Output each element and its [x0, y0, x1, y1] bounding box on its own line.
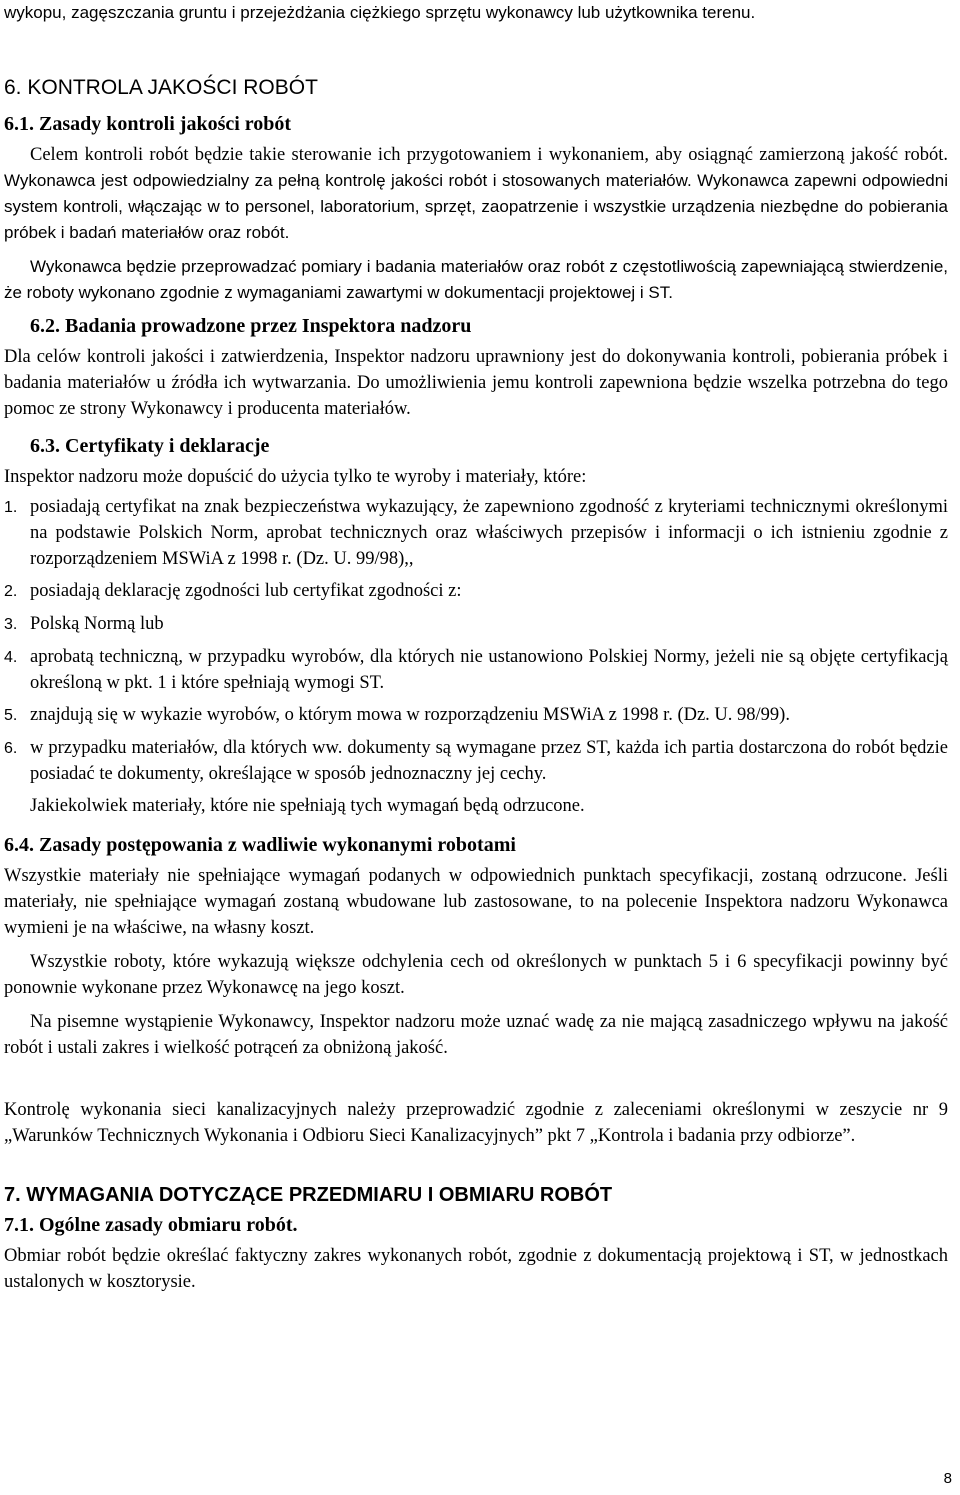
list-item-number: 4. — [4, 649, 18, 666]
list-item — [4, 735, 948, 787]
section-6-2-title: 6.2. Badania prowadzone przez Inspektora nadzoru — [30, 315, 472, 337]
paragraph-7-1: Obmiar robót będzie określać faktyczny zakres wykonanych robót, zgodnie z dokumentacją projektową i ST, w jednostkach ustalonych w kosztorysie. — [4, 1246, 948, 1292]
list-item-number: 2. — [4, 583, 18, 600]
list-item — [4, 644, 948, 696]
list-item-text: posiadają certyfikat na znak bezpieczeństwa wykazujący, że zapewniono zgodność z kryteriami technicznymi określonymi na podstawie Polskich Norm, aprobat technicznych oraz właściwych przepisów i informacji o ich istnieniu zgodnie z rozporządzeniem MSWiA z 1998 r. (Dz. U. 99/98),, — [30, 497, 948, 569]
list-item-number: 1. — [4, 499, 18, 516]
paragraph-6-1-a-serif: Celem kontroli robót będzie takie sterowanie ich przygotowaniem i wykonaniem, aby osiągnąć zamierzoną jakość robót. — [30, 145, 948, 165]
paragraph-6-3-intro: Inspektor nadzoru może dopuścić do użycia tylko te wyroby i materiały, które: — [4, 467, 587, 487]
paragraph-6-1-b: Wykonawca będzie przeprowadzać pomiary i badania materiałów oraz robót z częstotliwością zapewniającą stwierdzenie, że roboty wykonano zgodnie z wymaganiami zawartymi w dokumentacji projektowej i ST. — [4, 257, 948, 302]
list-item-text: znajdują się w wykazie wyrobów, o którym mowa w rozporządzeniu MSWiA z 1998 r. (Dz. U. 98/99). — [30, 705, 790, 725]
list-item-number: 3. — [4, 616, 18, 633]
paragraph-sewer-inspection: Kontrolę wykonania sieci kanalizacyjnych należy przeprowadzić zgodnie z zaleceniami określonymi w zeszycie nr 9 „Warunków Technicznych Wykonania i Odbioru Sieci Kanalizacyjnych” pkt 7 „Kontrola i badania przy odbiorze”. — [4, 1100, 948, 1146]
list-item-text: aprobatą techniczną, w przypadku wyrobów, dla których nie ustanowiono Polskiej Normy, jeżeli nie są objęte certyfikacją określoną w pkt. 1 i które spełniają wymogi ST. — [30, 647, 948, 693]
section-6-3-title: 6.3. Certyfikaty i deklaracje — [30, 435, 270, 457]
document-page — [4, 0, 948, 1295]
paragraph-6-4-b: Wszystkie roboty, które wykazują większe odchylenia cech od określonych w punktach 5 i 6 specyfikacji powinny być ponownie wykonane przez Wykonawcę na jego koszt. — [4, 952, 948, 998]
intro-line: wykopu, zagęszczania gruntu i przejeżdżania ciężkiego sprzętu wykonawcy lub użytkownika terenu. — [4, 3, 756, 22]
list-item-number: 5. — [4, 707, 18, 724]
paragraph-6-4-a: Wszystkie materiały nie spełniające wymagań podanych w odpowiednich punktach specyfikacji, zostaną odrzucone. Jeśli materiały, nie spełniające wymagań zostaną wbudowane lub zastosowane, to na polecenie Inspektora nadzoru Wykonawca wymieni je na właściwe, na własny koszt. — [4, 866, 948, 938]
list-item-text: posiadają deklarację zgodności lub certyfikat zgodności z: — [30, 581, 462, 601]
section-7-title-text: 7. WYMAGANIA DOTYCZĄCE PRZEDMIARU I OBMIARU ROBÓT — [4, 1184, 613, 1206]
paragraph-6-4-c: Na pisemne wystąpienie Wykonawcy, Inspektor nadzoru może uznać wadę za nie mającą zasadniczego wpływu na jakość robót i ustali zakres i wielkość potrąceń za obniżoną jakość. — [4, 1012, 948, 1058]
paragraph-6-2: Dla celów kontroli jakości i zatwierdzenia, Inspektor nadzoru uprawniony jest do dokonywania kontroli, pobierania próbek i badania materiałów u źródła ich wytwarzania. Do umożliwienia jemu kontroli zapewniona będzie wszelka potrzebna do tego pomoc ze strony Wykonawcy i producenta materiałów. — [4, 347, 948, 419]
page-number: 8 — [943, 1470, 952, 1487]
list-item — [4, 702, 948, 729]
list-item — [4, 578, 948, 605]
list-item — [4, 494, 948, 572]
paragraph-6-1-a-sans: Wykonawca jest odpowiedzialny za pełną kontrolę jakości robót i stosowanych materiałów. Wykonawca zapewni odpowiedni system kontroli, włączając w to personel, laboratorium, sprzęt, zaopatrzenie i wszystkie urządzenia niezbędne do pobierania próbek i badań materiałów oraz robót. — [4, 171, 948, 242]
certificate-list — [4, 494, 948, 787]
list-item-number: 6. — [4, 740, 18, 757]
section-6-4-title: 6.4. Zasady postępowania z wadliwie wykonanymi robotami — [4, 834, 516, 856]
paragraph-6-3-rejected: Jakiekolwiek materiały, które nie spełniają tych wymagań będą odrzucone. — [30, 796, 585, 816]
paragraph-6-1-a — [4, 142, 948, 246]
list-item-text: Polską Normą lub — [30, 614, 164, 634]
section-6-title: 6. KONTROLA JAKOŚCI ROBÓT — [4, 76, 318, 99]
list-item — [4, 611, 948, 638]
section-6-1-title: 6.1. Zasady kontroli jakości robót — [4, 113, 292, 135]
section-7-1-title: 7.1. Ogólne zasady obmiaru robót. — [4, 1214, 298, 1236]
list-item-text: w przypadku materiałów, dla których ww. dokumenty są wymagane przez ST, każda ich partia dostarczona do robót będzie posiadać te dokumenty, określające w sposób jednoznaczny jej cechy. — [30, 738, 948, 784]
section-7-title — [4, 1181, 948, 1209]
